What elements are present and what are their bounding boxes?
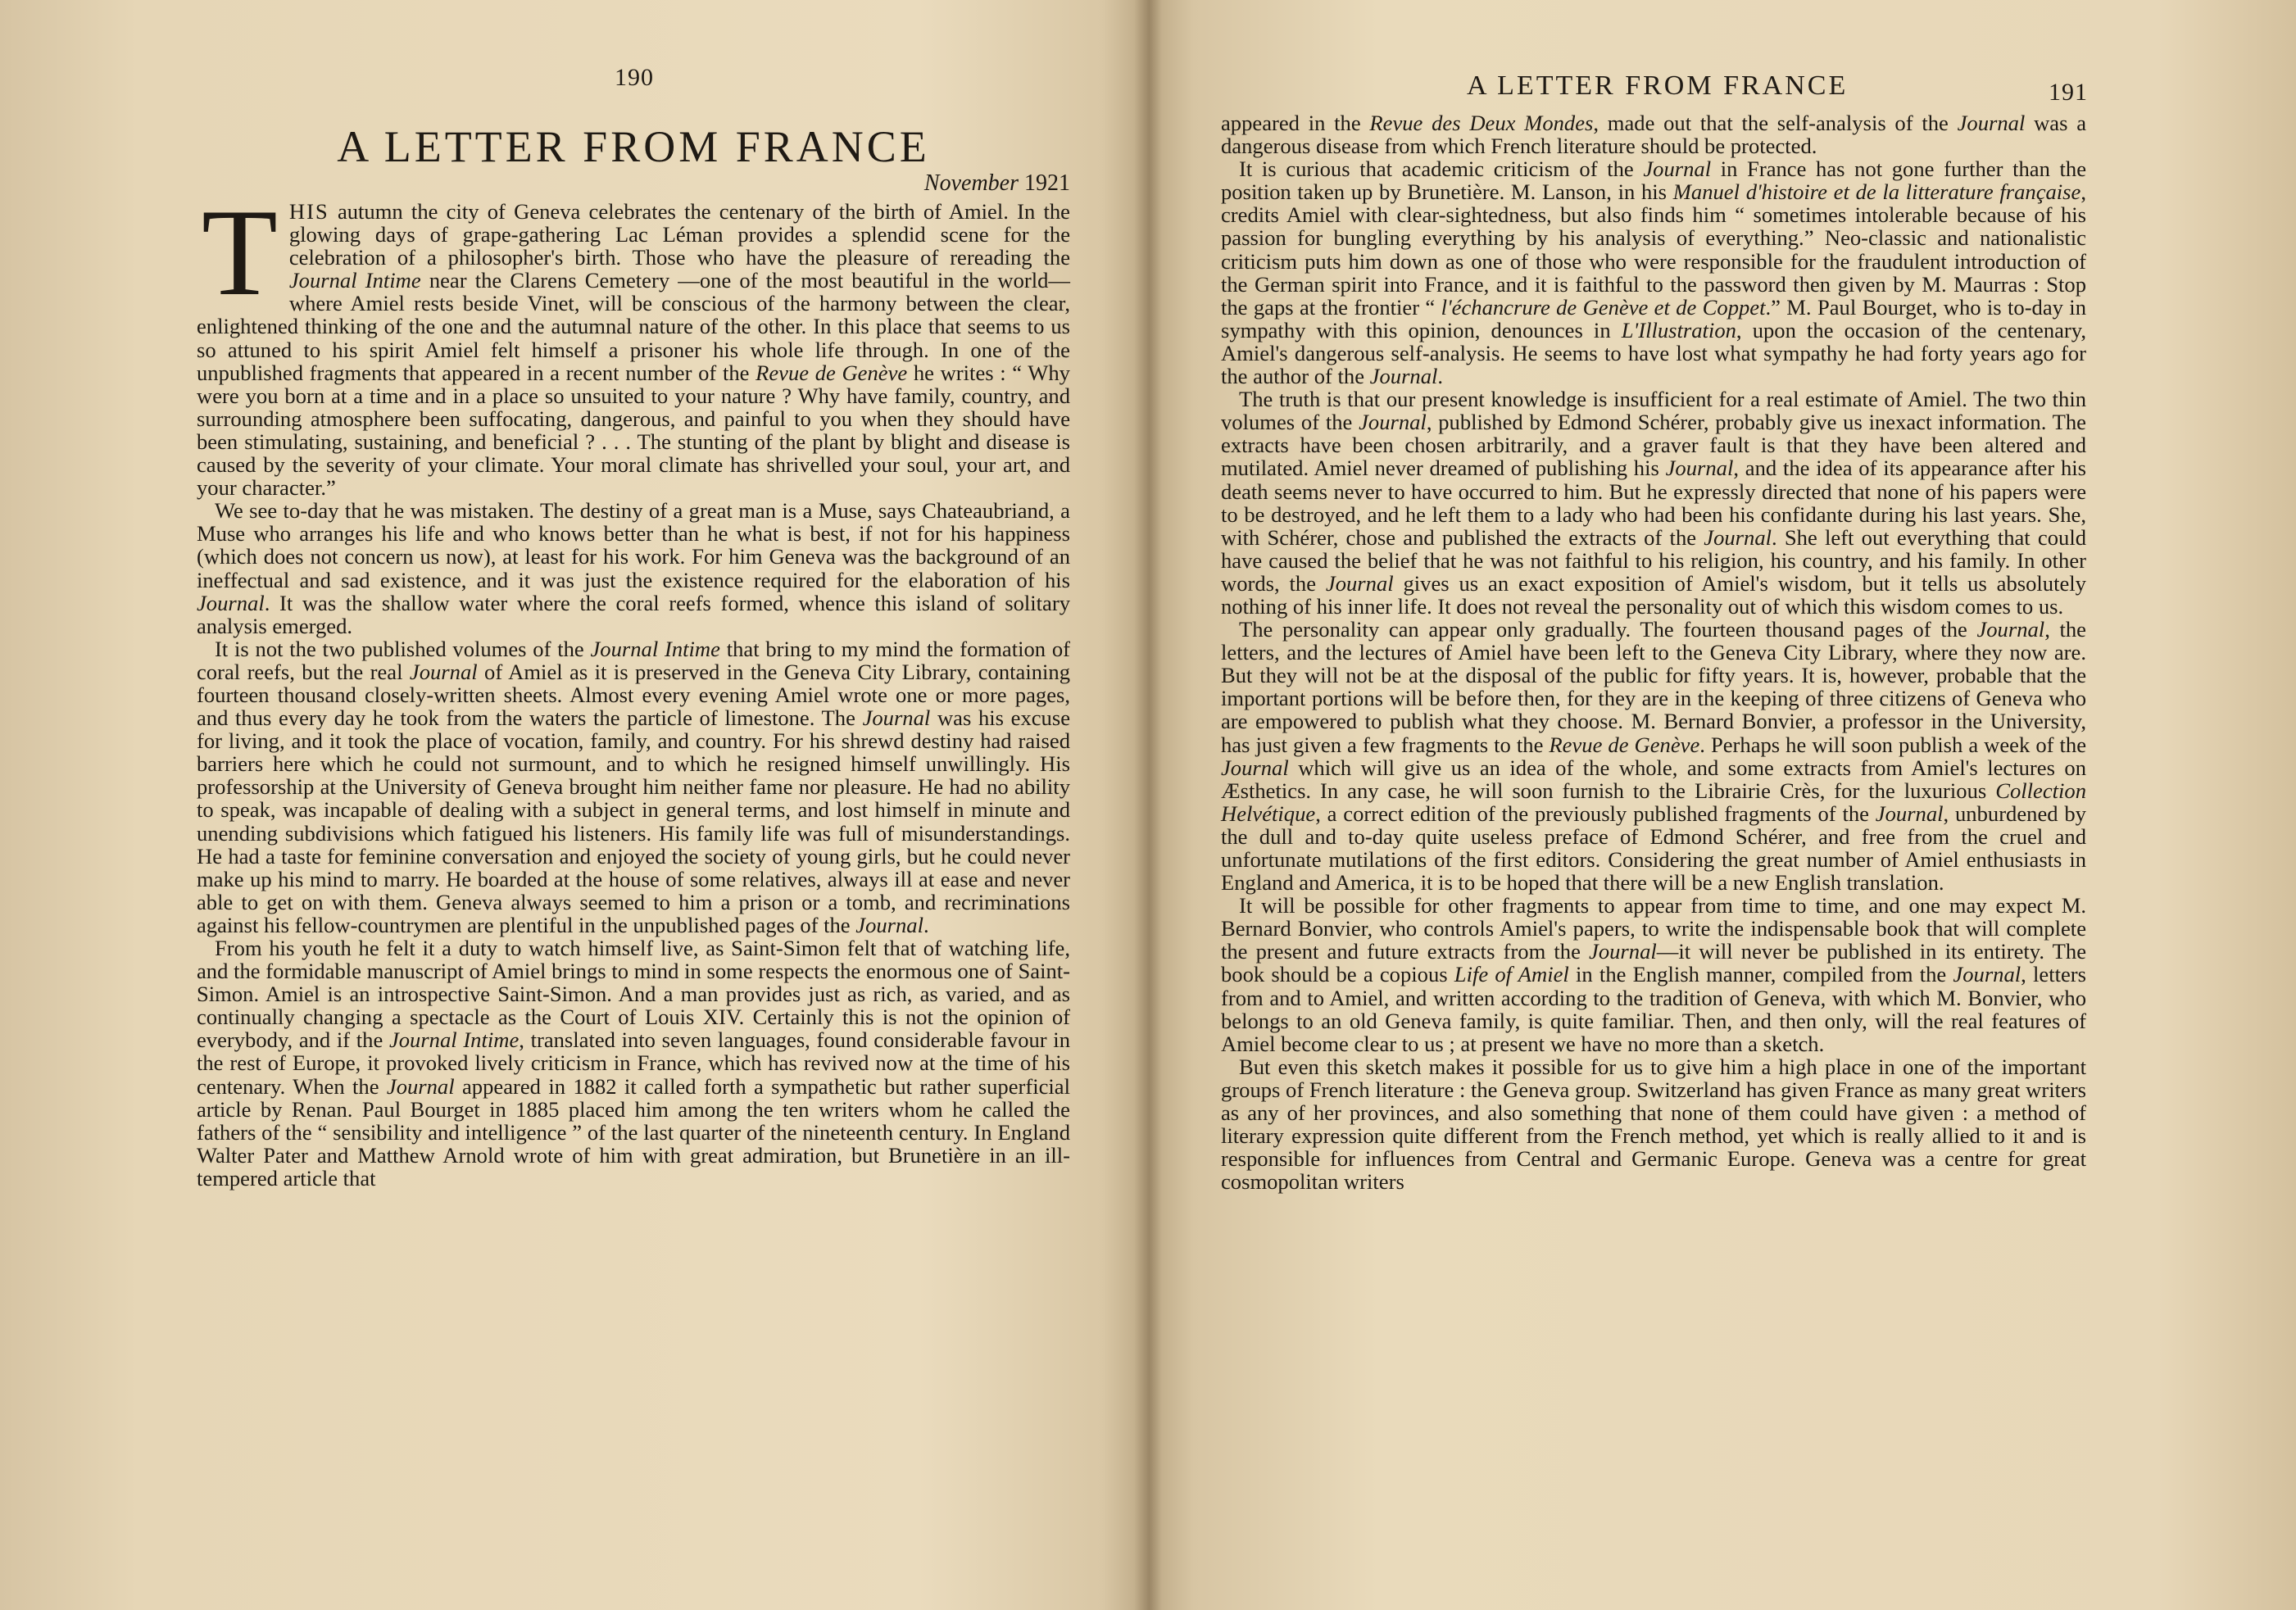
paragraph: From his youth he felt it a duty to watch himself live, as Saint-Simon felt that of watching life, and the formidable manuscript of Amiel brings to mind in some respects the enormous one of Saint-Simon. Amiel is an introspective Saint-Simon. And a man provides just as rich, as varied, and as continually changing a spectacle as the Court of Louis XIV. Certainly this is not the opinion of everybody, and if the Journal Intime, translated into seven languages, found considerable favour in the rest of Europe, it provoked lively criticism in France, which has revived now at the time of his centenary. When the Journal appeared in 1882 it called forth a sympathetic but rather superficial article by Renan. Paul Bourget in 1885 placed him among the ten writers whom he called the fathers of the “ sensibility and intelligence ” of the last quarter of the nineteenth century. In England Walter Pater and Matthew Arnold wrote of him with great admiration, but Brunetière in an ill-tempered article that [197, 936, 1070, 1190]
page-number-right: 191 [2049, 79, 2088, 106]
drop-cap: T [202, 184, 278, 321]
paragraph: It is not the two published volumes of the Journal Intime that bring to my mind the formation of coral reefs, but the real Journal of Amiel as it is preserved in the Geneva City Library, containing fourteen thousand closely-written sheets. Almost every evening Amiel wrote one or more pages, and thus every day he took from the waters the particle of limestone. The Journal was his excuse for living, and it took the place of vocation, family, and country. For his shrewd destiny had raised barriers here which he could not surmount, and to which he resigned himself unwillingly. His professorship at the University of Geneva brought him neither fame nor pleasure. He had no ability to speak, was incapable of dealing with a subject in general terms, and lost himself in minute and unending subdivisions which fatigued his listeners. His family life was full of misunderstandings. He had a taste for feminine conversation and enjoyed the society of young girls, but he could never make up his mind to marry. He boarded at the house of some relatives, always ill at ease and never able to get on with them. Geneva always seemed to him a prison or a tomb, and recriminations against his fellow-countrymen are plentiful in the unpublished pages of the Journal. [197, 636, 1071, 937]
left-page [197, 0, 1070, 1610]
right-page [1221, 0, 2086, 1610]
paragraph: The truth is that our present knowledge is insufficient for a real estimate of Amiel. The two thin volumes of the Journal, published by Edmond Schérer, probably give us inexact information. The extracts have been chosen arbitrarily, and a graver fault is that they have been altered and mutilated. Amiel never dreamed of publishing his Journal, and the idea of its appearance after his death seems never to have occurred to him. But he expressly directed that none of his papers were to be destroyed, and he left them to a lady who had been his confidante during his last years. She, with Schérer, chose and published the extracts of the Journal. She left out everything that could have caused the belief that he was not faithful to his religion, his country, and his family. In other words, the Journal gives us an exact exposition of Amiel's wisdom, but it tells us absolutely nothing of his inner life. It does not reveal the personality out of which this wisdom comes to us. [1221, 387, 2086, 619]
paragraph: The personality can appear only gradually. The fourteen thousand pages of the Journal, the letters, and the lectures of Amiel have been left to the Geneva City Library, where they now are. But they will not be at the disposal of the public for fifty years. It is, however, probable that the important portions will be before then, for they are in the keeping of three citizens of Geneva who are empowered to publish what they choose. M. Bernard Bonvier, a professor in the University, has just given a few fragments to the Revue de Genève. Perhaps he will soon publish a week of the Journal which will give us an idea of the whole, and some extracts from Amiel's lectures on Æsthetics. In any case, he will soon furnish to the Librairie Crès, for the luxurious Collection Helvétique, a correct edition of the previously published fragments of the Journal, unburdened by the dull and to-day quite useless preface of Edmond Schérer, and free from the cruel and unfortunate mutilations of the first editors. Considering the great number of Amiel enthusiasts in England and America, it is to be hoped that there will be a new English translation. [1221, 617, 2086, 896]
left-body-text [197, 184, 1071, 1190]
paragraph: THIS autumn the city of Geneva celebrates the centenary of the birth of Amiel. In the glowing days of grape-gathering Lac Léman provides a splendid scene for the celebration of a philosopher's birth. Those who have the pleasure of rereading the Journal Intime near the Clarens Cemetery —one of the most beautiful in the world—where Amiel rests beside Vinet, will be conscious of the harmony between the clear, enlightened thinking of the one and the autumnal nature of the other. In this place that seems to us so attuned to his spirit Amiel felt himself a prisoner his whole life through. In one of the unpublished fragments that appeared in a recent number of the Revue de Genève he writes : “ Why were you born at a time and in a place so unsuited to your nature ? Why have family, country, and surrounding atmosphere been suffocating, dangerous, and painful to you when they should have been stimulating, sustaining, and beneficial ? . . . The stunting of the plant by blight and disease is caused by the severity of your climate. Your moral climate has shrivelled your soul, your art, and your character.” [197, 184, 1070, 501]
page-number-left: 190 [615, 64, 654, 91]
date-month: November [923, 170, 1019, 196]
article-title: A LETTER FROM FRANCE [337, 122, 930, 171]
running-head: A LETTER FROM FRANCE [1467, 70, 1849, 101]
paragraph: appeared in the Revue des Deux Mondes, made out that the self-analysis of the Journal was a dangerous disease from which French literature should be protected. [1221, 111, 2086, 159]
date-year: 1921 [1024, 170, 1070, 196]
dateline [924, 170, 1070, 197]
paragraph: We see to-day that he was mistaken. The destiny of a great man is a Muse, says Chateaubriand, a Muse who arranges his life and who knows better than he what is best, if not for his happiness (which does not concern us now), at least for his work. For him Geneva was the background of an ineffectual and sad existence, and it was just the existence required for the elaboration of his Journal. It was the shallow water where the coral reefs formed, whence this island of solitary analysis emerged. [197, 498, 1070, 638]
paragraph: But even this sketch makes it possible for us to give him a high place in one of the important groups of French literature : the Geneva group. Switzerland has given France as many great writers as any of her provinces, and also something that none of them could have given : a method of literary expression quite different from the French method, yet which is really allied to it and is responsible for influences from Central and Germanic Europe. Geneva was a centre for great cosmopolitan writers [1221, 1054, 2087, 1195]
book-gutter [1134, 0, 1162, 1610]
paragraph: It will be possible for other fragments to appear from time to time, and one may expect M. Bernard Bonvier, who controls Amiel's papers, to write the indispensable book that will complete the present and future extracts from the Journal—it will never be published in its entirety. The book should be a copious Life of Amiel in the English manner, compiled from the Journal, letters from and to Amiel, and written according to the tradition of Geneva, with which M. Bonvier, who belongs to an old Geneva family, is quite familiar. Then, and then only, will the real features of Amiel become clear to us ; at present we have no more than a sketch. [1221, 893, 2087, 1056]
paragraph: It is curious that academic criticism of the Journal in France has not gone further than the position taken up by Brunetière. M. Lanson, in his Manuel d'histoire et de la litterature française, credits Amiel with clear-sightedness, but also finds him “ sometimes intolerable because of his passion for bungling everything by his analysis of everything.” Neo-classic and nationalistic criticism puts him down as one of those who were responsible for the fraudulent introduction of the German spirit into France, and it is faithful to the password then given by M. Maurras : Stop the gaps at the frontier “ l'échancrure de Genève et de Coppet.” M. Paul Bourget, who is to-day in sympathy with this opinion, denounces in L'Illustration, upon the occasion of the centenary, Amiel's dangerous self-analysis. He seems to have lost what sympathy he had forty years ago for the author of the Journal. [1221, 156, 2087, 389]
right-body-text [1221, 111, 2086, 1193]
